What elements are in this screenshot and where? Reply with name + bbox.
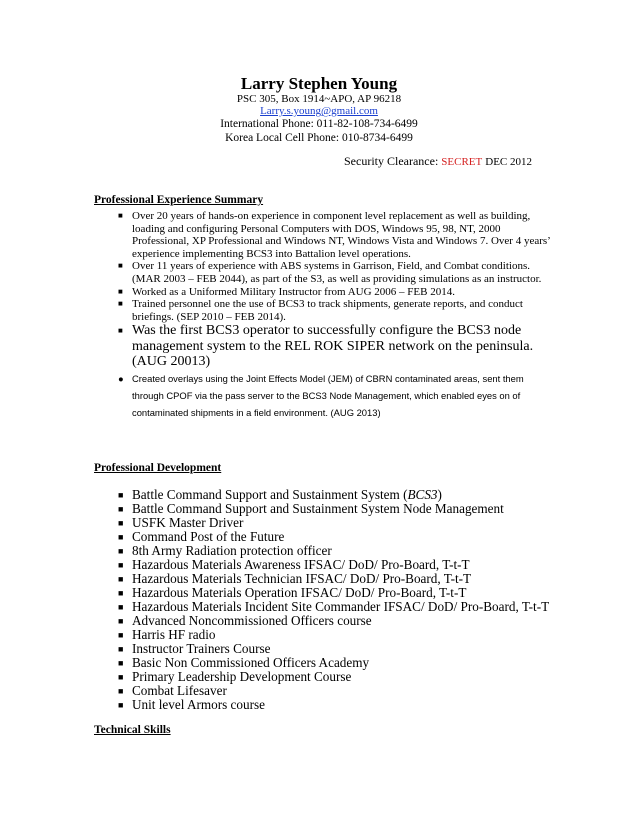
list-item: ■ Harris HF radio — [118, 627, 216, 642]
square-bullet-icon: ■ — [118, 560, 124, 570]
square-bullet-icon: ■ — [118, 546, 124, 556]
list-item: ■ Advanced Noncommissioned Officers course — [118, 613, 372, 628]
clearance-level: SECRET — [441, 156, 483, 168]
experience-heading: Professional Experience Summary — [94, 194, 264, 206]
list-item: ■ Worked as a Uniformed Military Instructor from AUG 2006 – FEB 2014. — [118, 285, 455, 298]
clearance-label: Security Clearance: — [344, 154, 439, 168]
clearance-date: DEC 2012 — [485, 156, 532, 168]
list-item: ■ Was the first BCS3 operator to successfully configure the BCS3 node management system to the REL ROK SIPER network on the peninsula. (AUG 20013) — [118, 323, 534, 370]
square-bullet-icon: ■ — [118, 630, 124, 640]
list-item: ■ Battle Command Support and Sustainment System (BCS3) — [118, 487, 442, 502]
square-bullet-icon: ■ — [118, 299, 123, 309]
square-bullet-icon: ■ — [118, 672, 124, 682]
list-item: ■ Command Post of the Future — [118, 529, 285, 544]
square-bullet-icon: ■ — [118, 518, 124, 528]
local-phone: Korea Local Cell Phone: 010-8734-6499 — [225, 132, 413, 144]
square-bullet-icon: ■ — [118, 504, 124, 514]
resume-name: Larry Stephen Young — [240, 74, 398, 93]
list-item: ■ Hazardous Materials Awareness IFSAC/ DoD/ Pro-Board, T-t-T — [118, 557, 470, 572]
list-item: ■ Over 20 years of hands-on experience in component level replacement as well as building, loading and configuring Personal Computers with DOS, Windows 95, 98, NT, 2000 Professional, XP Professional and Windows NT, Windows Vista and Windows 7. Over 4 years’ experience implementing BCS3 into Battalion level operations. — [118, 210, 551, 260]
square-bullet-icon: ■ — [118, 588, 124, 598]
list-item: ● Created overlays using the Joint Effects Model (JEM) of CBRN contaminated areas, sent them through CPOF via the pass server to the BCS3 Node Management, which enabled eyes on of contaminated shipments in a field environment. (AUG 2013) — [96, 370, 556, 421]
square-bullet-icon: ■ — [118, 286, 123, 296]
technical-heading: Technical Skills — [94, 724, 171, 736]
list-item: ■ Trained personnel one the use of BCS3 to track shipments, generate reports, and conduct briefings. (SEP 2010 – FEB 2014). — [118, 298, 523, 323]
experience-list — [96, 210, 556, 421]
square-bullet-icon: ■ — [118, 211, 123, 220]
list-item: ■ USFK Master Driver — [118, 515, 244, 530]
mailing-address: PSC 305, Box 1914~APO, AP 96218 — [236, 93, 402, 105]
international-phone: International Phone: 011-82-108-734-6499 — [220, 118, 418, 130]
list-item: ■ 8th Army Radiation protection officer — [118, 543, 332, 558]
development-heading: Professional Development — [94, 462, 222, 474]
list-item: ■ Combat Lifesaver — [118, 683, 227, 698]
square-bullet-icon: ■ — [118, 532, 124, 542]
list-item: ■ Hazardous Materials Technician IFSAC/ DoD/ Pro-Board, T-t-T — [118, 571, 472, 586]
development-list — [96, 488, 566, 712]
list-item: ■ Hazardous Materials Incident Site Commander IFSAC/ DoD/ Pro-Board, T-t-T — [118, 599, 550, 614]
square-bullet-icon: ■ — [118, 658, 124, 668]
round-bullet-icon: ● — [118, 372, 124, 384]
square-bullet-icon: ■ — [118, 574, 124, 584]
square-bullet-icon: ■ — [118, 261, 123, 271]
list-item: ■ Unit level Armors course — [118, 697, 265, 712]
list-item: ■ Instructor Trainers Course — [118, 641, 271, 656]
email-link[interactable]: Larry.s.young@gmail.com — [260, 105, 378, 117]
square-bullet-icon: ■ — [118, 602, 124, 612]
square-bullet-icon: ■ — [118, 644, 124, 654]
list-item: ■ Primary Leadership Development Course — [118, 669, 352, 684]
square-bullet-icon: ■ — [118, 490, 124, 500]
square-bullet-icon: ■ — [118, 616, 124, 626]
list-item: ■ Hazardous Materials Operation IFSAC/ DoD/ Pro-Board, T-t-T — [118, 585, 467, 600]
security-clearance — [344, 154, 532, 169]
square-bullet-icon: ■ — [118, 700, 124, 710]
list-item: ■ Over 11 years of experience with ABS systems in Garrison, Field, and Combat conditions. (MAR 2003 – FEB 2044), as part of the S3, as well as providing simulations as an instructor. — [118, 260, 542, 285]
square-bullet-icon: ■ — [118, 326, 123, 336]
square-bullet-icon: ■ — [118, 686, 124, 696]
list-item: ■ Basic Non Commissioned Officers Academy — [118, 655, 370, 670]
list-item: ■ Battle Command Support and Sustainment System Node Management — [118, 501, 504, 516]
